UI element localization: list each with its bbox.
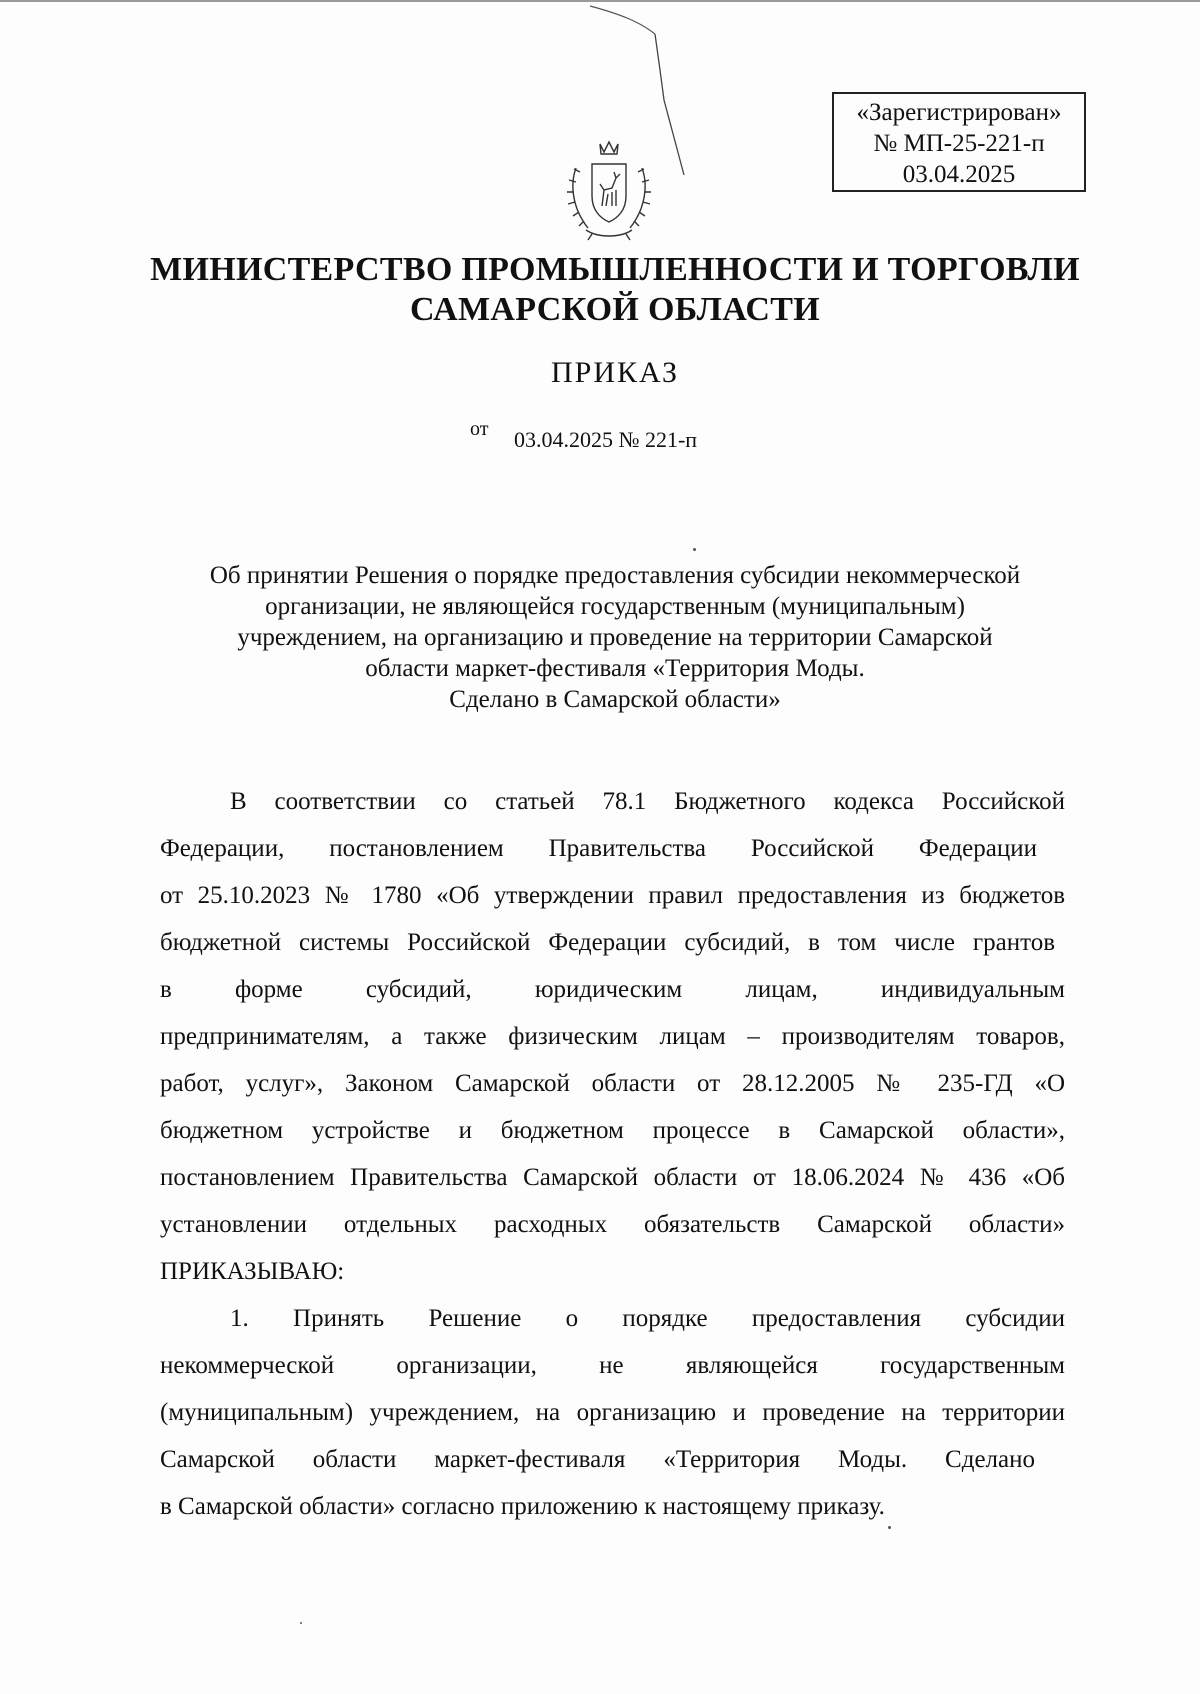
registration-stamp	[832, 92, 1086, 192]
registration-status: «Зарегистрирован»	[856, 99, 1062, 126]
subject-line: Сделано в Самарской области»	[449, 686, 781, 713]
body-line: предпринимателям, а также физическим лицам – производителям товаров,	[160, 1023, 1065, 1050]
body-line: в Самарской области» согласно приложению к настоящему приказу.	[160, 1493, 885, 1520]
scan-speck	[693, 548, 696, 551]
body-line: Федерации, постановлением Правительства Российской Федерации	[160, 835, 1037, 862]
body-line: установлении отдельных расходных обязательств Самарской области»	[160, 1211, 1065, 1238]
date-prefix: от	[470, 418, 489, 440]
ministry-title-line2: САМАРСКОЙ ОБЛАСТИ	[409, 291, 821, 328]
coat-of-arms-icon	[562, 138, 657, 243]
body-line: бюджетной системы Российской Федерации субсидий, в том числе грантов	[160, 929, 1055, 956]
document-type: ПРИКАЗ	[551, 356, 679, 389]
body-line: Самарской области маркет-фестиваля «Территория Моды. Сделано	[160, 1446, 1035, 1473]
body-line: постановлением Правительства Самарской области от 18.06.2024 № 436 «Об	[160, 1164, 1065, 1191]
order-date-line	[470, 418, 698, 453]
body-line: В соответствии со статьей 78.1 Бюджетного кодекса Российской	[230, 788, 1065, 815]
ministry-title	[0, 250, 1200, 330]
body-line-directive: ПРИКАЗЫВАЮ:	[160, 1258, 345, 1285]
scan-speck	[300, 1622, 302, 1624]
body-line: от 25.10.2023 № 1780 «Об утверждении правил предоставления из бюджетов	[160, 882, 1065, 909]
subject-line: организации, не являющейся государственным (муниципальным)	[265, 593, 965, 620]
registration-date: 03.04.2025	[902, 161, 1016, 188]
subject-line: области маркет-фестиваля «Территория Моды.	[365, 655, 865, 682]
subject-line: учреждением, на организацию и проведение на территории Самарской	[237, 624, 993, 651]
order-subject	[150, 560, 1080, 715]
registration-number: № МП-25-221-п	[873, 130, 1045, 157]
scan-speck	[888, 1526, 891, 1529]
body-line: некоммерческой организации, не являющейся государственным	[160, 1352, 1065, 1379]
body-line: бюджетном устройстве и бюджетном процессе в Самарской области»,	[160, 1117, 1065, 1144]
order-date-number: 03.04.2025 № 221-п	[513, 427, 698, 452]
scan-top-edge	[0, 0, 1200, 2]
body-line: (муниципальным) учреждением, на организацию и проведение на территории	[160, 1399, 1065, 1426]
body-line: работ, услуг», Законом Самарской области от 28.12.2005 № 235-ГД «О	[160, 1070, 1065, 1097]
body-line: в форме субсидий, юридическим лицам, индивидуальным	[160, 976, 1065, 1003]
ministry-title-line1: МИНИСТЕРСТВО ПРОМЫШЛЕННОСТИ И ТОРГОВЛИ	[150, 251, 1080, 288]
order-body	[160, 778, 1065, 1530]
subject-line: Об принятии Решения о порядке предоставления субсидии некоммерческой	[209, 562, 1021, 589]
body-line: 1. Принять Решение о порядке предоставления субсидии	[230, 1305, 1065, 1332]
